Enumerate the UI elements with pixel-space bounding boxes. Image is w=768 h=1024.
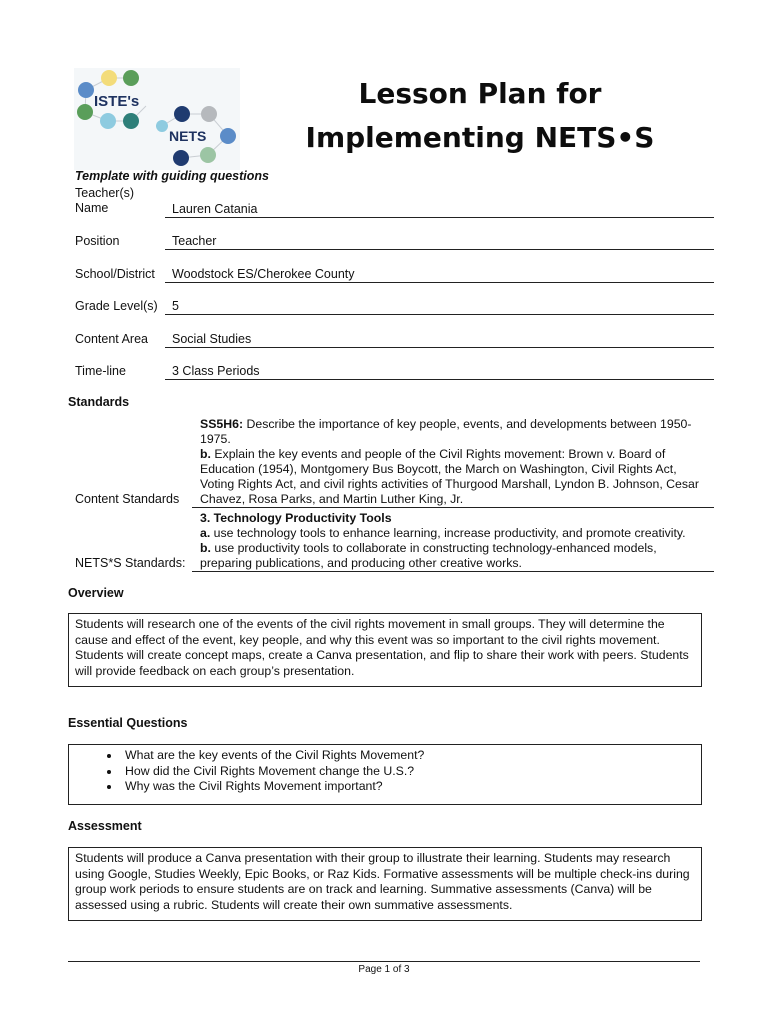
logo-graphic <box>74 68 240 170</box>
iste-nets-logo <box>74 68 240 170</box>
timeline-value: 3 Class Periods <box>172 364 260 378</box>
nets-standards-text <box>200 511 710 571</box>
position-line <box>165 249 714 250</box>
title-line-2: Implementing NETS•S <box>305 121 655 154</box>
logo-dot <box>77 104 93 120</box>
content-standards-text <box>200 417 710 507</box>
nets-standards-line <box>192 571 714 572</box>
grade-level-value: 5 <box>172 299 179 313</box>
position-label: Position <box>75 234 120 248</box>
overview-box: Students will research one of the events of the civil rights movement in small groups. They will determine the cause and effect of the event, key people, and why this event was so important to the civil rights movement. Students will create concept maps, create a Canva presentation, and flip to share their work with peers. Students will provide feedback on each group’s presentation. <box>68 613 702 687</box>
content-standard-code: SS5H6: <box>200 417 244 431</box>
position-value: Teacher <box>172 234 217 248</box>
overview-heading: Overview <box>68 586 124 600</box>
content-area-line <box>165 347 714 348</box>
title-line-1: Lesson Plan for <box>358 77 602 110</box>
content-standard-desc: Describe the importance of key people, events, and developments between 1950-1975. <box>200 417 692 446</box>
nets-standard-heading: 3. Technology Productivity Tools <box>200 511 392 525</box>
logo-dot <box>78 82 94 98</box>
logo-dot <box>173 150 189 166</box>
nets-standards-label: NETS*S Standards: <box>75 556 186 570</box>
content-area-label: Content Area <box>75 332 148 346</box>
logo-dot <box>123 113 139 129</box>
list-item: • Why was the Civil Rights Movement important? <box>121 779 695 795</box>
logo-dot <box>220 128 236 144</box>
logo-dot <box>201 106 217 122</box>
logo-dot <box>123 70 139 86</box>
logo-dot <box>100 113 116 129</box>
content-standards-label: Content Standards <box>75 492 180 506</box>
nets-standard-a-letter: a. <box>200 526 211 540</box>
assessment-box: Students will produce a Canva presentation with their group to illustrate their learning. Students may research using Google, Studies Weekly, Epic Books, or Raz Kids. Formative assessments will be multiple check-ins during group work periods to ensure students are on track and learning. Summative assessments (Canva) will be assessed using a rubric. Students will create their own summative assessments. <box>68 847 702 921</box>
school-district-label: School/District <box>75 267 155 281</box>
essential-questions-list <box>75 748 695 795</box>
page-title <box>300 72 660 160</box>
content-area-value: Social Studies <box>172 332 252 346</box>
school-district-value: Woodstock ES/Cherokee County <box>172 267 355 281</box>
timeline-line <box>165 379 714 380</box>
footer-divider <box>68 961 700 962</box>
nets-standard-b-text: use productivity tools to collaborate in constructing technology-enhanced models, preparing publications, and producing other creative works. <box>200 541 657 570</box>
template-subtitle: Template with guiding questions <box>75 169 269 183</box>
timeline-label: Time-line <box>75 364 126 378</box>
content-standards-line <box>192 507 714 508</box>
content-standard-sub-text: Explain the key events and people of the Civil Rights movement: Brown v. Board of Education (1954), Montgomery Bus Boycott, the March on Washington, Civil Rights Act, Voting Rights Act, and civil rights activities of Thurgood Marshall, Lyndon B. Johnson, Cesar Chavez, Rosa Parks, and Martin Luther King, Jr. <box>200 447 699 506</box>
content-standard-sub-letter: b. <box>200 447 211 461</box>
essential-questions-box <box>68 744 702 805</box>
list-item: • How did the Civil Rights Movement change the U.S.? <box>121 764 695 780</box>
list-item: • What are the key events of the Civil Rights Movement? <box>121 748 695 764</box>
nets-standard-a-text: use technology tools to enhance learning, increase productivity, and promote creativity. <box>210 526 686 540</box>
logo-text-nets: NETS <box>169 128 207 144</box>
logo-text-iste: ISTE's <box>94 93 140 110</box>
grade-level-line <box>165 314 714 315</box>
standards-heading: Standards <box>68 395 130 409</box>
logo-dot <box>156 120 168 132</box>
teacher-name-label: Teacher(s) Name <box>75 186 135 215</box>
assessment-heading: Assessment <box>68 819 142 833</box>
page-number: Page 1 of 3 <box>358 964 410 975</box>
teacher-name-value: Lauren Catania <box>172 202 258 216</box>
school-district-line <box>165 282 714 283</box>
teacher-name-line <box>165 217 714 218</box>
nets-standard-b-letter: b. <box>200 541 211 555</box>
grade-level-label: Grade Level(s) <box>75 299 158 313</box>
logo-dot <box>174 106 190 122</box>
essential-questions-heading: Essential Questions <box>68 716 188 730</box>
logo-dot <box>101 70 117 86</box>
logo-dot <box>200 147 216 163</box>
